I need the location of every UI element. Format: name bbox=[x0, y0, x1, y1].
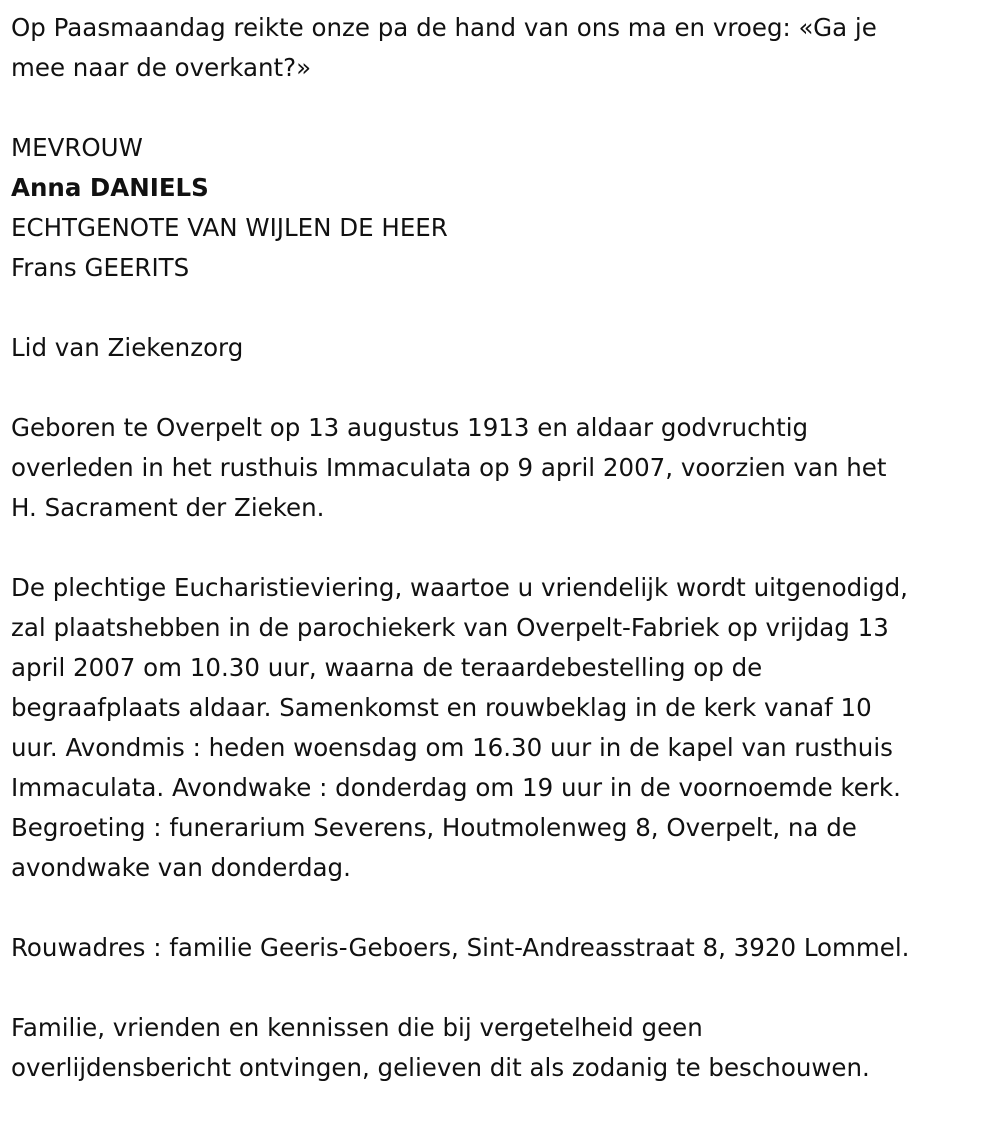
ceremony-line-2: zal plaatshebben in de parochiekerk van Overpelt-Fabriek op vrijdag 13 bbox=[11, 613, 889, 642]
spacer bbox=[11, 888, 996, 928]
ceremony-line-5: uur. Avondmis : heden woensdag om 16.30 uur in de kapel van rusthuis bbox=[11, 733, 893, 762]
ceremony-line-3: april 2007 om 10.30 uur, waarna de teraardebestelling op de bbox=[11, 653, 763, 682]
closing-line-2: overlijdensbericht ontvingen, gelieven dit als zodanig te beschouwen. bbox=[11, 1053, 870, 1082]
closing-paragraph bbox=[11, 1008, 996, 1088]
deceased-name: Anna DANIELS bbox=[11, 173, 209, 202]
ceremony-line-6: Immaculata. Avondwake : donderdag om 19 uur in de voornoemde kerk. bbox=[11, 773, 901, 802]
mourning-address: Rouwadres : familie Geeris-Geboers, Sint-Andreasstraat 8, 3920 Lommel. bbox=[11, 933, 910, 962]
ceremony-paragraph bbox=[11, 568, 996, 888]
spacer bbox=[11, 88, 996, 128]
spacer bbox=[11, 288, 996, 328]
spouse-label: ECHTGENOTE VAN WIJLEN DE HEER bbox=[11, 213, 448, 242]
birth-death-line-3: H. Sacrament der Zieken. bbox=[11, 493, 325, 522]
membership: Lid van Ziekenzorg bbox=[11, 333, 244, 362]
spacer bbox=[11, 368, 996, 408]
spouse-name: Frans GEERITS bbox=[11, 253, 190, 282]
intro-quote bbox=[11, 8, 996, 88]
ceremony-line-7: Begroeting : funerarium Severens, Houtmolenweg 8, Overpelt, na de bbox=[11, 813, 857, 842]
ceremony-line-8: avondwake van donderdag. bbox=[11, 853, 351, 882]
birth-death-line-2: overleden in het rusthuis Immaculata op 9 april 2007, voorzien van het bbox=[11, 453, 887, 482]
birth-death-line-1: Geboren te Overpelt op 13 augustus 1913 en aldaar godvruchtig bbox=[11, 413, 809, 442]
closing-line-1: Familie, vrienden en kennissen die bij vergetelheid geen bbox=[11, 1013, 703, 1042]
title-prefix: MEVROUW bbox=[11, 133, 143, 162]
intro-line-2: mee naar de overkant?» bbox=[11, 53, 312, 82]
spacer bbox=[11, 968, 996, 1008]
intro-line-1: Op Paasmaandag reikte onze pa de hand van ons ma en vroeg: «Ga je bbox=[11, 13, 877, 42]
birth-death-paragraph bbox=[11, 408, 996, 528]
spacer bbox=[11, 528, 996, 568]
ceremony-line-4: begraafplaats aldaar. Samenkomst en rouwbeklag in de kerk vanaf 10 bbox=[11, 693, 872, 722]
ceremony-line-1: De plechtige Eucharistieviering, waartoe u vriendelijk wordt uitgenodigd, bbox=[11, 573, 908, 602]
